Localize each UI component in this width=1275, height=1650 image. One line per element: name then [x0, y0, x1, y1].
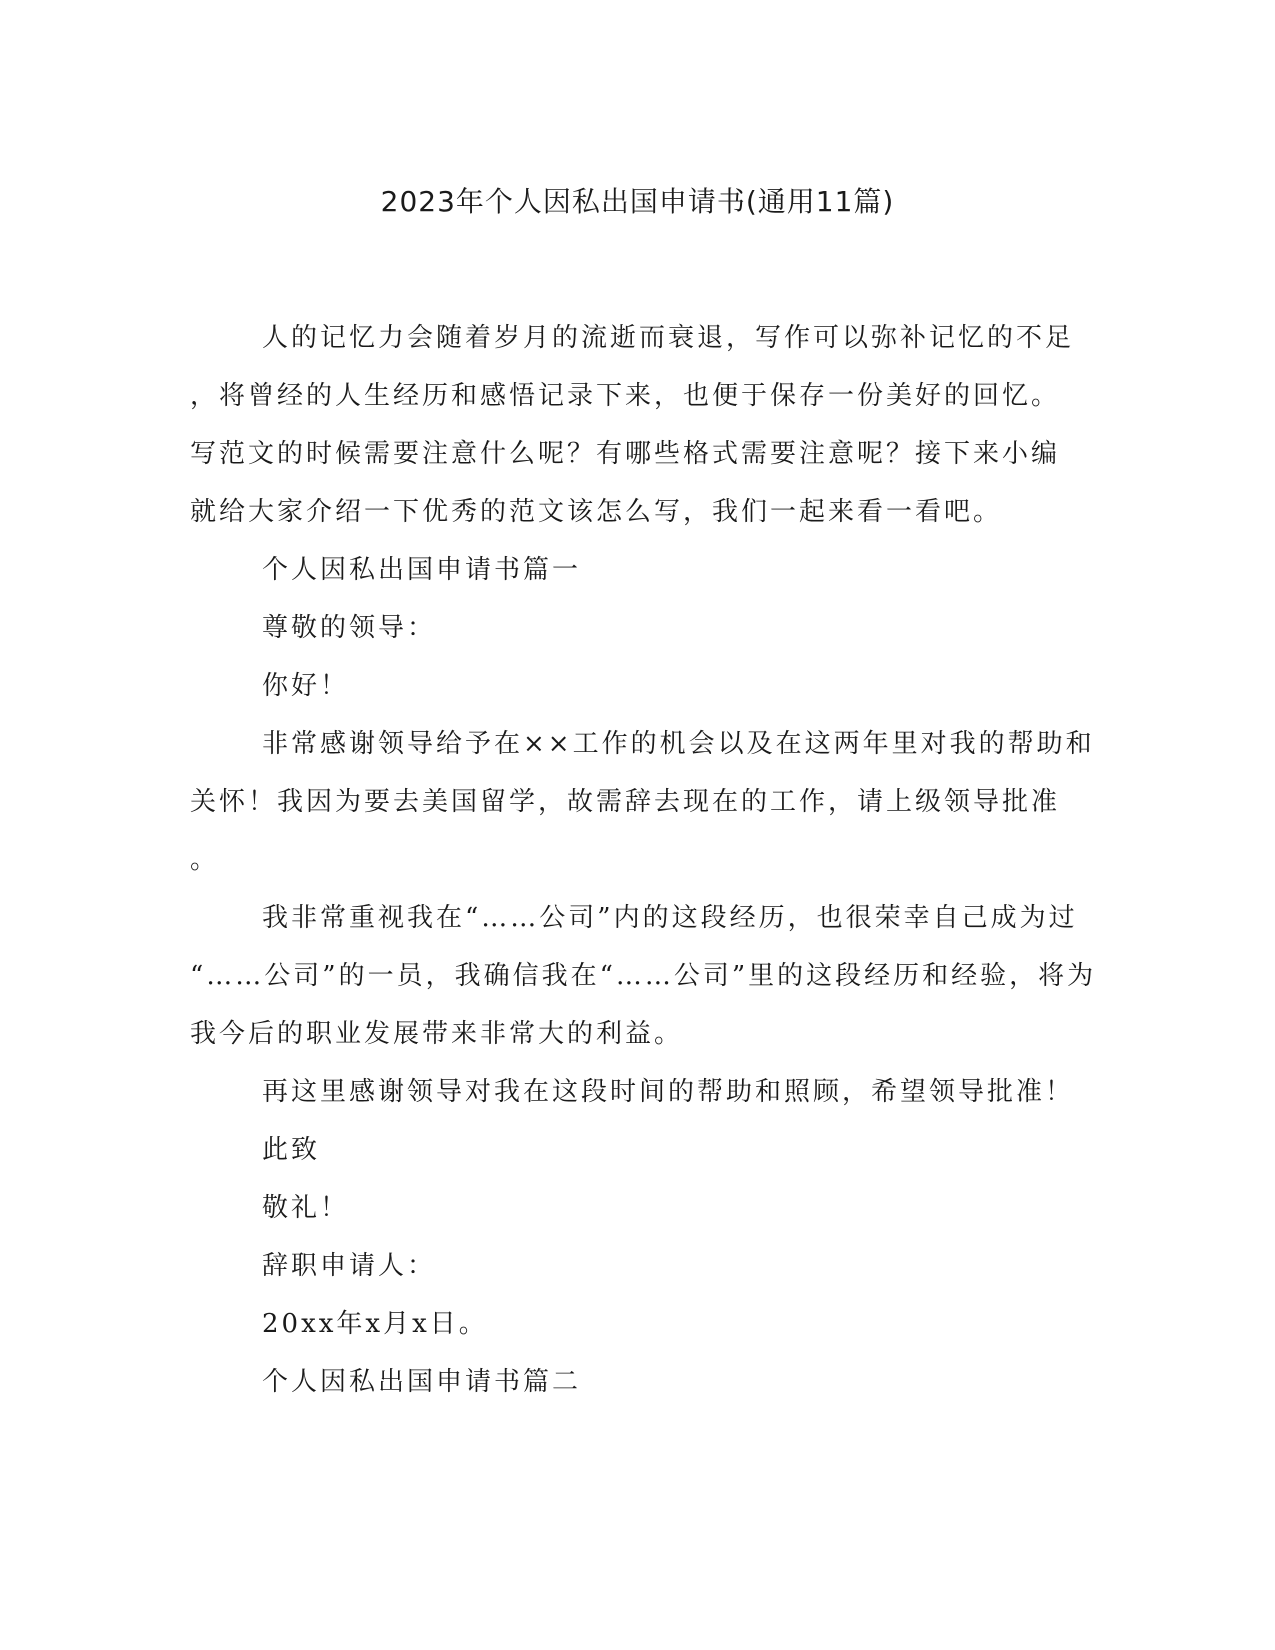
- body-line-4: 我非常重视我在“……公司”内的这段经历，也很荣幸自己成为过: [262, 903, 1078, 933]
- body-line-7: 再这里感谢领导对我在这段时间的帮助和照顾，希望领导批准！: [262, 1077, 1075, 1107]
- greeting: 你好！: [262, 671, 350, 701]
- intro-line-1: 人的记忆力会随着岁月的流逝而衰退，写作可以弥补记忆的不足: [262, 323, 1075, 353]
- body-line-5: “……公司”的一员，我确信我在“……公司”里的这段经历和经验，将为: [190, 961, 1097, 991]
- intro-line-4: 就给大家介绍一下优秀的范文该怎么写，我们一起来看一看吧。: [190, 497, 1003, 527]
- salutation: 尊敬的领导：: [262, 613, 437, 643]
- body-line-2: 关怀！我因为要去美国留学，故需辞去现在的工作，请上级领导批准: [190, 787, 1061, 817]
- section-heading-2: 个人因私出国申请书篇二: [262, 1367, 582, 1397]
- intro-line-3: 写范文的时候需要注意什么呢？有哪些格式需要注意呢？接下来小编: [190, 439, 1061, 469]
- body-line-1: 非常感谢领导给予在××工作的机会以及在这两年里对我的帮助和: [262, 729, 1095, 759]
- date-line: 20xx年x月x日。: [262, 1309, 488, 1339]
- document-title: 2023年个人因私出国申请书(通用11篇): [380, 185, 895, 218]
- body-line-6: 我今后的职业发展带来非常大的利益。: [190, 1019, 684, 1049]
- intro-line-2: ，将曾经的人生经历和感悟记录下来，也便于保存一份美好的回忆。: [190, 381, 1061, 411]
- section-heading-1: 个人因私出国申请书篇一: [262, 555, 582, 585]
- closing-1: 此致: [262, 1135, 321, 1165]
- signature-label: 辞职申请人：: [262, 1251, 437, 1281]
- body-line-3: 。: [190, 845, 220, 875]
- closing-2: 敬礼！: [262, 1193, 350, 1223]
